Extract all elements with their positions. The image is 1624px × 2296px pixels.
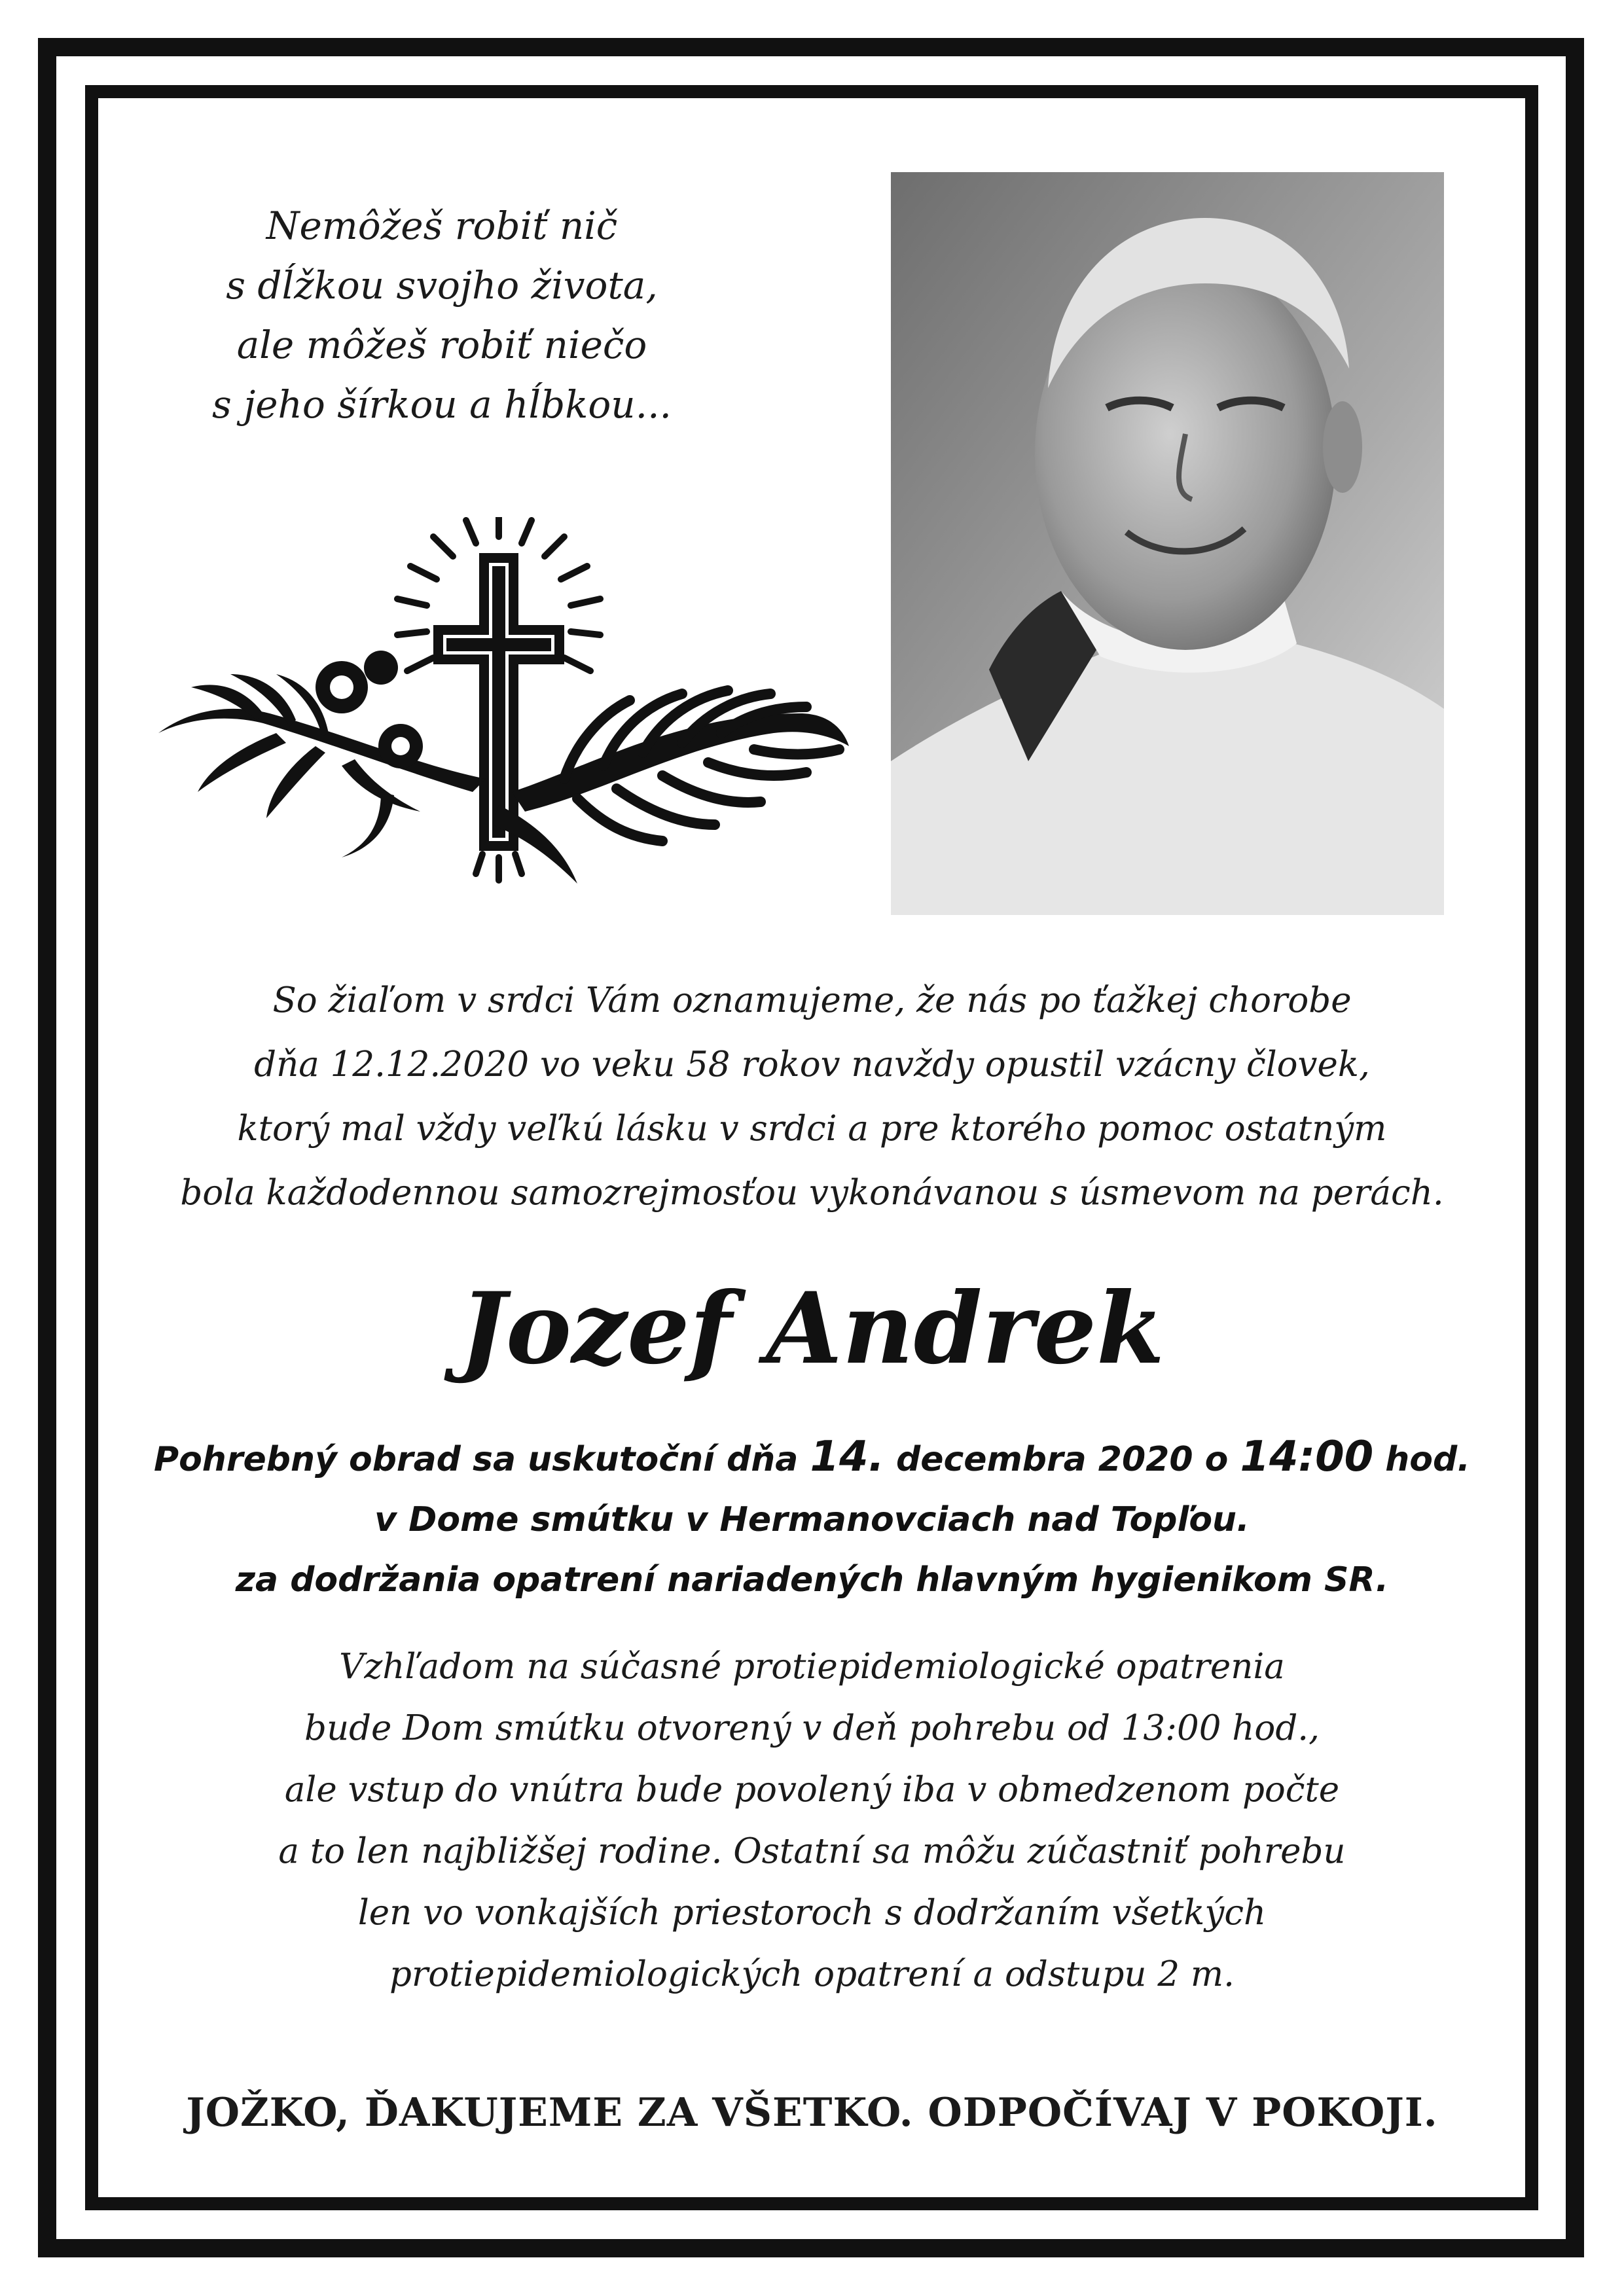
quote-line: s jeho šírkou a hĺbkou... (212, 382, 672, 427)
farewell-message: JOŽKO, ĎAKUJEME ZA VŠETKO. ODPOČÍVAJ V POKOJI. (186, 2090, 1438, 2136)
funeral-location-line: v Dome smútku v Hermanovciach nad Topľou. (374, 1500, 1250, 1539)
announcement-line: ktorý mal vždy veľkú lásku v srdci a pre ktorého pomoc ostatným (237, 1109, 1387, 1149)
covid-line: protiepidemiologických opatrení a odstupu 2 m. (389, 1954, 1235, 1994)
quote-line: Nemôžeš robiť nič (266, 204, 618, 248)
funeral-hour-suffix: hod. (1373, 1440, 1471, 1479)
announcement-text (98, 969, 1526, 1225)
announcement-line: So žiaľom v srdci Vám oznamujeme, že nás po ťažkej chorobe (272, 980, 1352, 1020)
covid-notice (98, 1636, 1526, 2005)
portrait-photo-icon (891, 172, 1444, 915)
announcement-line: bola každodennou samozrejmosťou vykonávanou s úsmevom na perách. (180, 1173, 1444, 1213)
covid-line: Vzhľadom na súčasné protiepidemiologické opatrenia (339, 1647, 1285, 1687)
portrait-photo (891, 172, 1444, 915)
funeral-regulation-line: za dodržania opatrení nariadených hlavným hygienikom SR. (235, 1560, 1389, 1600)
covid-line: a to len najbližšej rodine. Ostatní sa môžu zúčastniť pohrebu (278, 1831, 1346, 1871)
funeral-date: 14. (810, 1433, 884, 1481)
quote-line: s dĺžkou svojho života, (226, 263, 658, 308)
memorial-quote (147, 196, 736, 435)
cross-with-palm-branches-icon (145, 517, 852, 884)
quote-line: ale môžeš robiť niečo (236, 323, 647, 367)
covid-line: ale vstup do vnútra bude povolený iba v obmedzenom počte (284, 1770, 1340, 1810)
covid-line: len vo vonkajších priestoroch s dodržaním všetkých (357, 1893, 1267, 1933)
funeral-time: 14:00 (1240, 1433, 1374, 1481)
deceased-name: Jozef Andrek (459, 1271, 1165, 1386)
funeral-date-line (98, 1427, 1526, 1490)
funeral-details (98, 1427, 1526, 1610)
funeral-month-year: decembra 2020 o (884, 1440, 1240, 1479)
funeral-prefix: Pohrebný obrad sa uskutoční dňa (153, 1440, 810, 1479)
announcement-line: dňa 12.12.2020 vo veku 58 rokov navždy opustil vzácny človek, (254, 1045, 1370, 1085)
covid-line: bude Dom smútku otvorený v deň pohrebu od 13:00 hod., (304, 1708, 1320, 1748)
